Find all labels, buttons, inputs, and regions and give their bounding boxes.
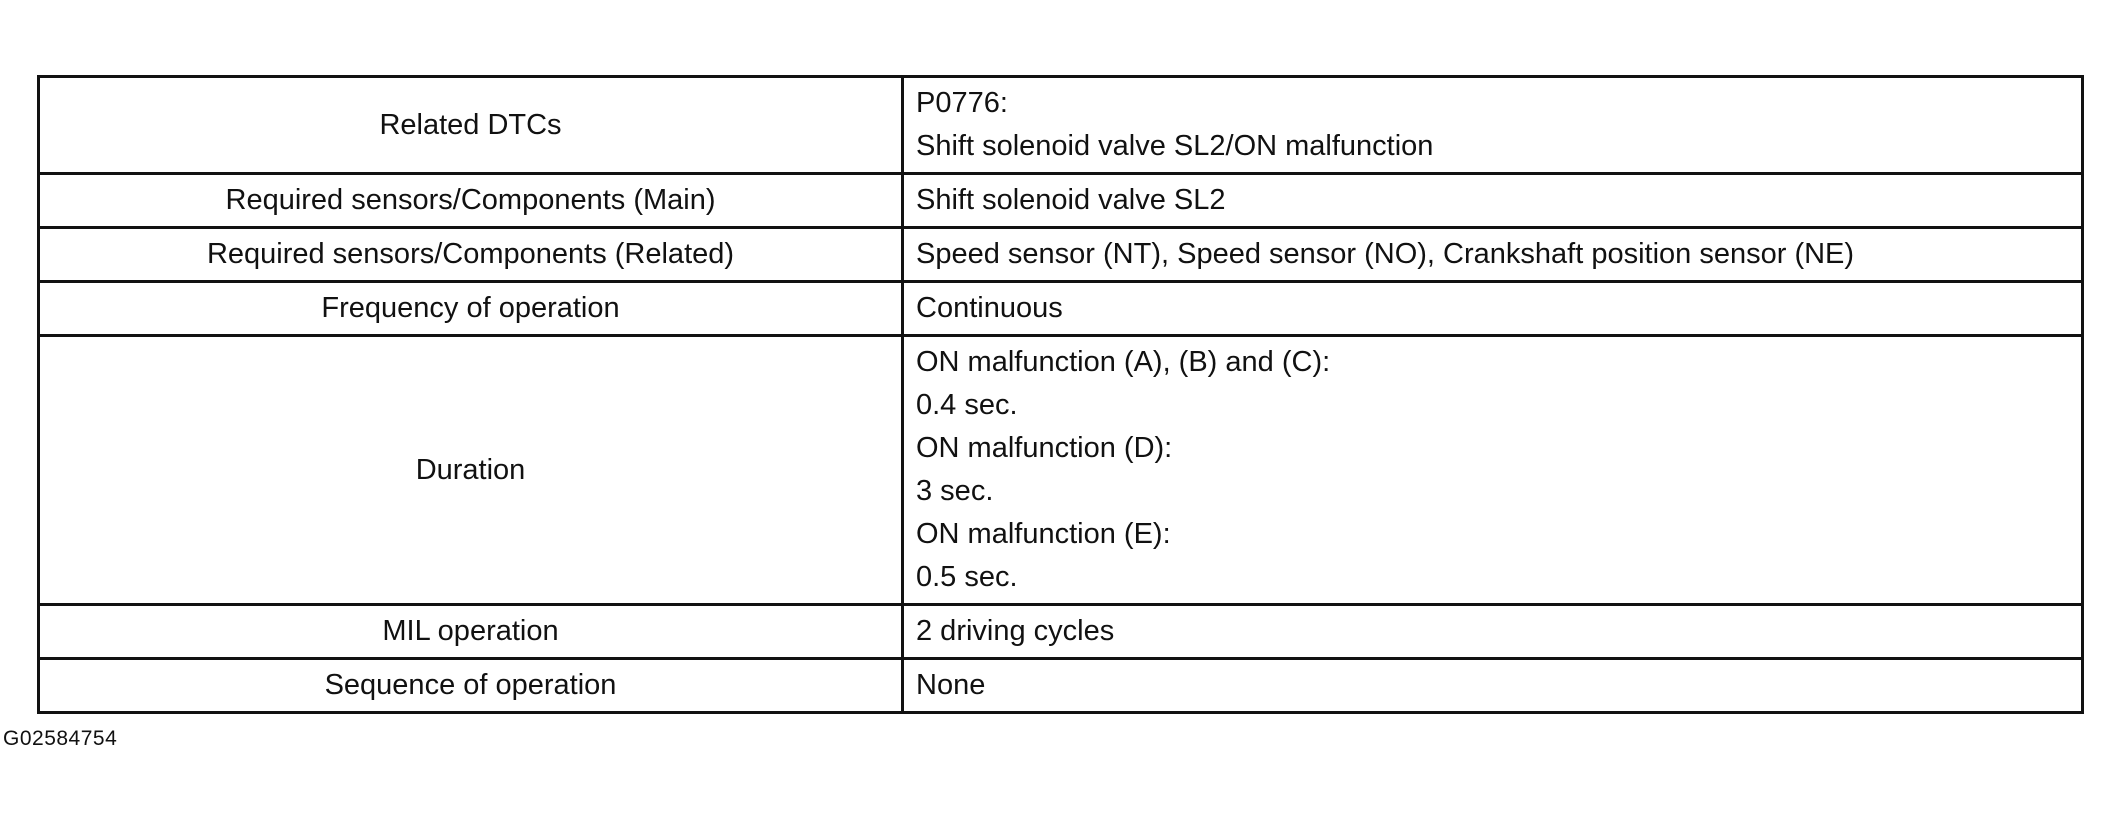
row-value — [903, 174, 2083, 228]
value-line: ON malfunction (D): — [916, 432, 1173, 464]
row-label: Related DTCs — [39, 77, 903, 174]
value-line: P0776: — [916, 87, 1008, 119]
table-row — [39, 659, 2083, 713]
row-label: Required sensors/Components (Main) — [39, 174, 903, 228]
value-line: 0.4 sec. — [916, 389, 1018, 421]
row-label: MIL operation — [39, 605, 903, 659]
table-row — [39, 605, 2083, 659]
value-line: ON malfunction (E): — [916, 518, 1171, 550]
table-row — [39, 174, 2083, 228]
value-line: Shift solenoid valve SL2/ON malfunction — [916, 130, 1434, 162]
monitor-spec-table — [37, 75, 2084, 714]
value-line: Continuous — [916, 292, 1063, 324]
row-value — [903, 228, 2083, 282]
table-row — [39, 336, 2083, 605]
row-value — [903, 336, 2083, 605]
row-value — [903, 659, 2083, 713]
row-label: Duration — [39, 336, 903, 605]
value-line: None — [916, 669, 986, 701]
row-value — [903, 282, 2083, 336]
value-line: Shift solenoid valve SL2 — [916, 184, 1226, 216]
row-value — [903, 605, 2083, 659]
row-label: Frequency of operation — [39, 282, 903, 336]
row-label: Required sensors/Components (Related) — [39, 228, 903, 282]
table-row — [39, 282, 2083, 336]
value-line: 3 sec. — [916, 475, 994, 507]
table-row — [39, 228, 2083, 282]
row-value — [903, 77, 2083, 174]
table-row — [39, 77, 2083, 174]
value-line: ON malfunction (A), (B) and (C): — [916, 346, 1331, 378]
figure-id: G02584754 — [3, 727, 118, 750]
row-label: Sequence of operation — [39, 659, 903, 713]
value-line: 2 driving cycles — [916, 615, 1115, 647]
value-line: Speed sensor (NT), Speed sensor (NO), Crankshaft position sensor (NE) — [916, 238, 1855, 270]
value-line: 0.5 sec. — [916, 561, 1018, 593]
